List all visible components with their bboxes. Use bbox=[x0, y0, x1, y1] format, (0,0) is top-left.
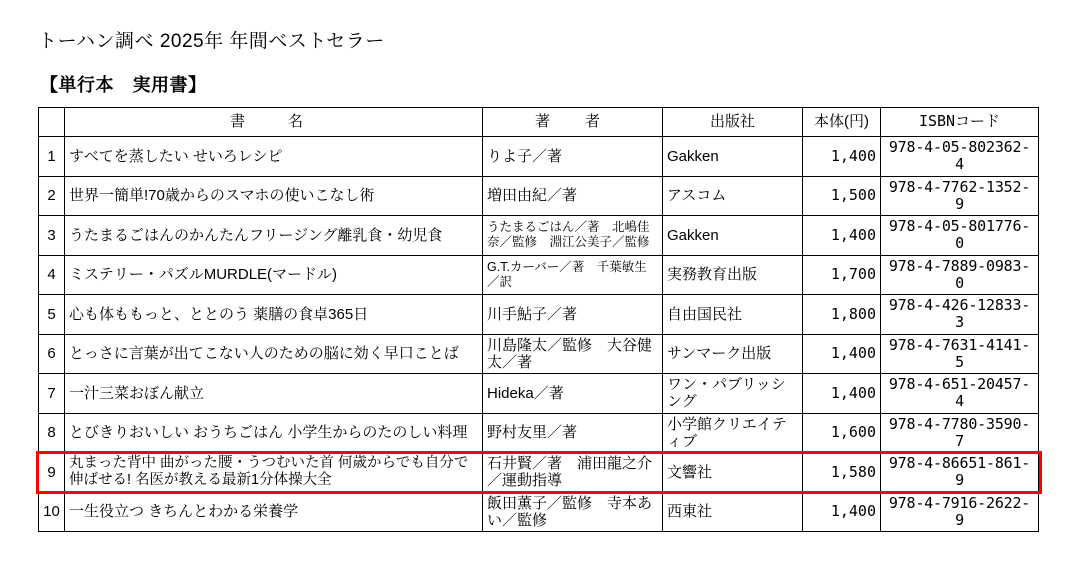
cell-isbn: 978-4-7889-0983-0 bbox=[881, 255, 1039, 295]
cell-publisher: 自由国民社 bbox=[663, 295, 803, 335]
page-title: トーハン調べ 2025年 年間ベストセラー bbox=[38, 31, 385, 52]
table-header bbox=[39, 108, 1039, 137]
cell-publisher: ワン・パブリッシング bbox=[663, 374, 803, 414]
cell-rank: 9 bbox=[39, 453, 65, 493]
cell-title: うたまるごはんのかんたんフリージング離乳食・幼児食 bbox=[65, 216, 483, 256]
cell-price: 1,400 bbox=[803, 216, 881, 256]
cell-price: 1,580 bbox=[803, 453, 881, 493]
table-row bbox=[39, 334, 1039, 374]
cell-publisher: サンマーク出版 bbox=[663, 334, 803, 374]
table-row bbox=[39, 255, 1039, 295]
cell-publisher: 小学館クリエイティブ bbox=[663, 413, 803, 453]
bestseller-table bbox=[38, 107, 1039, 532]
cell-title: 丸まった背中 曲がった腰・うつむいた首 何歳からでも自分で伸ばせる! 名医が教える最新1分体操大全 bbox=[65, 453, 483, 493]
cell-price: 1,800 bbox=[803, 295, 881, 335]
cell-isbn: 978-4-7780-3590-7 bbox=[881, 413, 1039, 453]
column-header-price: 本体(円) bbox=[803, 108, 881, 137]
cell-price: 1,700 bbox=[803, 255, 881, 295]
section-title: 【単行本 実用書】 bbox=[40, 75, 207, 95]
cell-author: 飯田薫子／監修 寺本あい／監修 bbox=[483, 492, 663, 532]
cell-author: 川手鮎子／著 bbox=[483, 295, 663, 335]
cell-price: 1,500 bbox=[803, 176, 881, 216]
cell-title: 世界一簡単!70歳からのスマホの使いこなし術 bbox=[65, 176, 483, 216]
cell-rank: 1 bbox=[39, 137, 65, 177]
table-row bbox=[39, 413, 1039, 453]
cell-title: 一生役立つ きちんとわかる栄養学 bbox=[65, 492, 483, 532]
cell-isbn: 978-4-05-802362-4 bbox=[881, 137, 1039, 177]
cell-author: G.T.カーバー／著 千葉敏生／訳 bbox=[483, 255, 663, 295]
cell-title: すべてを蒸したい せいろレシピ bbox=[65, 137, 483, 177]
table-row bbox=[39, 295, 1039, 335]
cell-isbn: 978-4-7762-1352-9 bbox=[881, 176, 1039, 216]
table-header-row bbox=[39, 108, 1039, 137]
cell-publisher: Gakken bbox=[663, 137, 803, 177]
cell-price: 1,400 bbox=[803, 492, 881, 532]
cell-publisher: 文響社 bbox=[663, 453, 803, 493]
cell-author: 野村友里／著 bbox=[483, 413, 663, 453]
cell-rank: 4 bbox=[39, 255, 65, 295]
cell-isbn: 978-4-05-801776-0 bbox=[881, 216, 1039, 256]
cell-price: 1,600 bbox=[803, 413, 881, 453]
table-row bbox=[39, 216, 1039, 256]
cell-rank: 6 bbox=[39, 334, 65, 374]
cell-isbn: 978-4-651-20457-4 bbox=[881, 374, 1039, 414]
cell-price: 1,400 bbox=[803, 374, 881, 414]
column-header-rank bbox=[39, 108, 65, 137]
cell-isbn: 978-4-86651-861-9 bbox=[881, 453, 1039, 493]
cell-rank: 8 bbox=[39, 413, 65, 453]
cell-rank: 10 bbox=[39, 492, 65, 532]
table-row bbox=[39, 492, 1039, 532]
table-row bbox=[39, 453, 1039, 493]
column-header-author: 著 者 bbox=[483, 108, 663, 137]
cell-author: 石井賢／著 浦田龍之介／運動指導 bbox=[483, 453, 663, 493]
cell-author: 増田由紀／著 bbox=[483, 176, 663, 216]
cell-price: 1,400 bbox=[803, 137, 881, 177]
cell-isbn: 978-4-7631-4141-5 bbox=[881, 334, 1039, 374]
column-header-title: 書 名 bbox=[65, 108, 483, 137]
cell-rank: 2 bbox=[39, 176, 65, 216]
cell-rank: 7 bbox=[39, 374, 65, 414]
cell-title: 一汁三菜おぼん献立 bbox=[65, 374, 483, 414]
cell-title: とっさに言葉が出てこない人のための脳に効く早口ことば bbox=[65, 334, 483, 374]
cell-publisher: 西東社 bbox=[663, 492, 803, 532]
cell-publisher: アスコム bbox=[663, 176, 803, 216]
cell-publisher: 実務教育出版 bbox=[663, 255, 803, 295]
cell-isbn: 978-4-7916-2622-9 bbox=[881, 492, 1039, 532]
table-row bbox=[39, 137, 1039, 177]
cell-title: 心も体ももっと、ととのう 薬膳の食卓365日 bbox=[65, 295, 483, 335]
cell-isbn: 978-4-426-12833-3 bbox=[881, 295, 1039, 335]
cell-author: うたまるごはん／著 北嶋佳奈／監修 淵江公美子／監修 bbox=[483, 216, 663, 256]
table-body bbox=[39, 137, 1039, 532]
table-row bbox=[39, 374, 1039, 414]
cell-author: りよ子／著 bbox=[483, 137, 663, 177]
column-header-publisher: 出版社 bbox=[663, 108, 803, 137]
cell-rank: 5 bbox=[39, 295, 65, 335]
cell-price: 1,400 bbox=[803, 334, 881, 374]
cell-rank: 3 bbox=[39, 216, 65, 256]
cell-author: 川島隆太／監修 大谷健太／著 bbox=[483, 334, 663, 374]
table-row bbox=[39, 176, 1039, 216]
cell-author: Hideka／著 bbox=[483, 374, 663, 414]
column-header-isbn: ISBNコード bbox=[881, 108, 1039, 137]
cell-title: ミステリー・パズルMURDLE(マードル) bbox=[65, 255, 483, 295]
cell-title: とびきりおいしい おうちごはん 小学生からのたのしい料理 bbox=[65, 413, 483, 453]
cell-publisher: Gakken bbox=[663, 216, 803, 256]
